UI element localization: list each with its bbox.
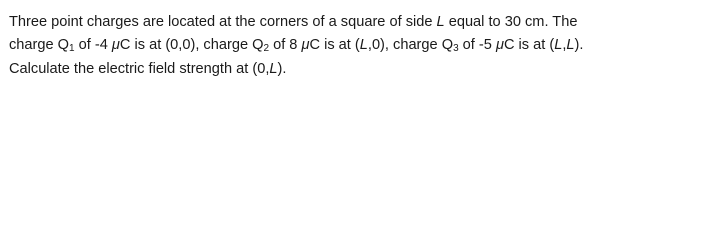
problem-statement <box>9 11 721 81</box>
problem-line-2 <box>9 34 721 58</box>
text-span: of 8 <box>269 37 302 53</box>
subscript: 1 <box>69 43 75 54</box>
variable-L: L <box>554 37 563 53</box>
text-span: ). <box>277 61 287 77</box>
problem-line-3 <box>9 58 721 81</box>
text-span: Calculate the electric field strength at (0, <box>9 61 270 77</box>
subscript: 3 <box>453 43 459 54</box>
text-span: C is at ( <box>503 37 555 53</box>
variable-L: L <box>269 61 278 77</box>
text-span: Three point charges are located at the corners of a square of side <box>9 14 437 30</box>
text-span: C is at (0,0), charge Q <box>119 37 264 53</box>
variable-L: L <box>436 14 445 30</box>
variable-mu: μ <box>111 37 120 53</box>
text-span: C is at ( <box>309 37 360 53</box>
text-span: equal to 30 cm. The <box>444 14 578 30</box>
text-span: of -5 <box>458 37 496 53</box>
text-span: of -4 <box>74 37 112 53</box>
text-span: , <box>562 37 567 53</box>
variable-L: L <box>359 37 368 53</box>
variable-mu: μ <box>495 37 504 53</box>
variable-mu: μ <box>301 37 310 53</box>
text-span: ,0), charge Q <box>367 37 454 53</box>
problem-line-1 <box>9 11 721 34</box>
subscript: 2 <box>263 43 270 54</box>
text-span: ). <box>574 37 584 53</box>
variable-L: L <box>566 37 575 53</box>
text-span: charge Q <box>9 37 70 53</box>
